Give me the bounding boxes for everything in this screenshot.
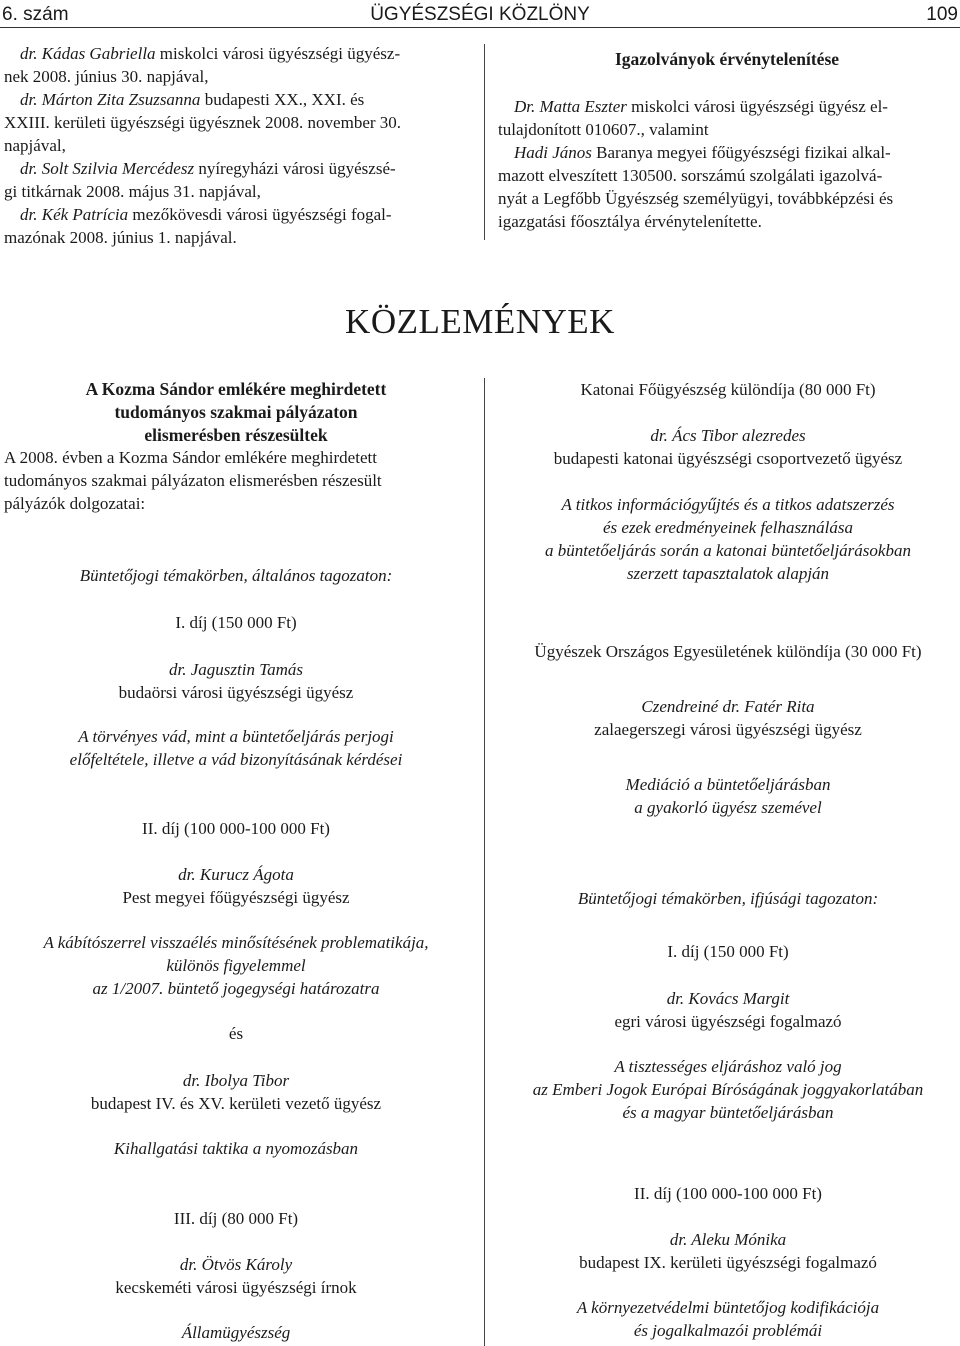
top-column-divider [484, 44, 485, 240]
prize-3: III. díj (80 000 Ft) [173, 1209, 299, 1228]
winner-4-paper: Államügyészség [181, 1323, 291, 1342]
id-invalidation-heading: Igazolványok érvénytelenítése [614, 49, 840, 69]
journal-title: ÜGYÉSZSÉGI KÖZLÖNY [370, 4, 590, 25]
youth-winner-1-paper: A tisztességes eljáráshoz való jog az Emberi Jogok Európai Bíróságának joggyakorlatában és a magyar büntetőeljárásban [532, 1057, 924, 1122]
section-title: KÖZLEMÉNYEK [345, 302, 615, 341]
appointment-2-cont: XXIII. kerületi ügyészségi ügyésznek 2008. november 30. [4, 113, 402, 132]
appointment-1: dr. Kádas Gabriella miskolci városi ügyészségi ügyész- [20, 44, 401, 63]
id-notice-1-cont: tulajdonított 010607., valamint [498, 120, 709, 139]
page-number: 109 [926, 4, 958, 25]
winner-2-paper: A kábítószerrel visszaélés minősítésének problematikája, különös figyelemmel az 1/2007. büntető jogegységi határozatra [43, 933, 429, 998]
winner-4: dr. Ötvös Károly kecskeméti városi ügyészségi írnok [115, 1255, 357, 1297]
category-general: Büntetőjogi témakörben, általános tagozaton: [79, 566, 393, 585]
winner-3-paper: Kihallgatási taktika a nyomozásban [113, 1139, 359, 1158]
left-column [0, 378, 472, 1346]
running-header [0, 0, 960, 26]
bottom-column-divider [484, 378, 485, 1346]
header-rule [0, 27, 960, 28]
winner-1-paper: A törvényes vád, mint a büntetőeljárás perjogi előfeltétele, illetve a vád bizonyításának kérdései [69, 727, 403, 769]
winner-2: dr. Kurucz Ágota Pest megyei főügyészségi ügyész [122, 865, 350, 907]
appointment-4: dr. Kék Patrícia mezőkövesdi városi ügyészségi fogal- [20, 205, 392, 224]
special-prize-association: Ügyészek Országos Egyesületének különdíja (30 000 Ft) [534, 642, 922, 661]
id-notice-2-cont2: nyát a Legfőbb Ügyészség személyügyi, továbbképzési és [498, 189, 894, 208]
id-invalidation [498, 48, 956, 233]
conjunction: és [228, 1024, 244, 1043]
appointment-2: dr. Márton Zita Zsuzsanna budapesti XX., XXI. és [20, 90, 365, 109]
youth-winner-2-paper: A környezetvédelmi büntetőjog kodifikációja és jogalkalmazói problémái [576, 1298, 880, 1340]
appointment-3-cont: gi titkárnak 2008. május 31. napjával, [4, 182, 261, 201]
id-notice-2: Hadi János Baranya megyei főügyészségi fizikai alkal- [514, 143, 891, 162]
special-winner-2: Czendreiné dr. Fatér Rita zalaegerszegi városi ügyészségi ügyész [594, 697, 862, 739]
special-winner-1: dr. Ács Tibor alezredes budapesti katonai ügyészségi csoportvezető ügyész [553, 426, 903, 468]
id-notice-1: Dr. Matta Eszter miskolci városi ügyészségi ügyész el- [514, 97, 888, 116]
youth-prize-1: I. díj (150 000 Ft) [667, 942, 789, 961]
issue-number: 6. szám [2, 4, 69, 25]
prize-1: I. díj (150 000 Ft) [175, 613, 297, 632]
appointment-list [4, 42, 471, 249]
id-notice-2-cont3: igazgatási főosztálya érvénytelenítette. [498, 212, 762, 231]
appointment-2-cont2: napjával, [4, 136, 66, 155]
youth-winner-2: dr. Aleku Mónika budapest IX. kerületi ügyészségi fogalmazó [579, 1230, 877, 1272]
competition-intro: A 2008. évben a Kozma Sándor emlékére meghirdetett tudományos szakmai pályázaton elismerésben részesült pályázók dolgozatai: [4, 448, 382, 513]
youth-winner-1: dr. Kovács Margit egri városi ügyészségi fogalmazó [614, 989, 842, 1031]
id-notice-2-cont: mazott elveszített 130500. sorszámú szolgálati igazolvá- [498, 166, 883, 185]
right-column [496, 378, 960, 1346]
category-youth: Büntetőjogi témakörben, ifjúsági tagozaton: [577, 889, 879, 908]
appointment-3: dr. Solt Szilvia Mercédesz nyíregyházi városi ügyészsé- [20, 159, 396, 178]
special-prize-military: Katonai Főügyészség különdíja (80 000 Ft) [580, 380, 876, 399]
prize-2: II. díj (100 000-100 000 Ft) [142, 819, 330, 838]
competition-heading: A Kozma Sándor emlékére meghirdetett tudományos szakmai pályázaton elismerésben részesültek [85, 379, 387, 445]
youth-prize-2: II. díj (100 000-100 000 Ft) [634, 1184, 822, 1203]
special-winner-2-paper: Mediáció a büntetőeljárásban a gyakorló ügyész szemével [625, 775, 831, 817]
appointment-1-cont: nek 2008. június 30. napjával, [4, 67, 209, 86]
winner-3: dr. Ibolya Tibor budapest IV. és XV. kerületi vezető ügyész [90, 1071, 382, 1113]
winner-1: dr. Jagusztin Tamás budaörsi városi ügyészségi ügyész [118, 660, 354, 702]
special-winner-1-paper: A titkos információgyűjtés és a titkos adatszerzés és ezek eredményeinek felhasználása a büntetőeljárás során a katonai büntetőeljárásokban szerzett tapasztalatok alapján [545, 495, 911, 583]
appointment-4-cont: mazónak 2008. június 1. napjával. [4, 228, 237, 247]
